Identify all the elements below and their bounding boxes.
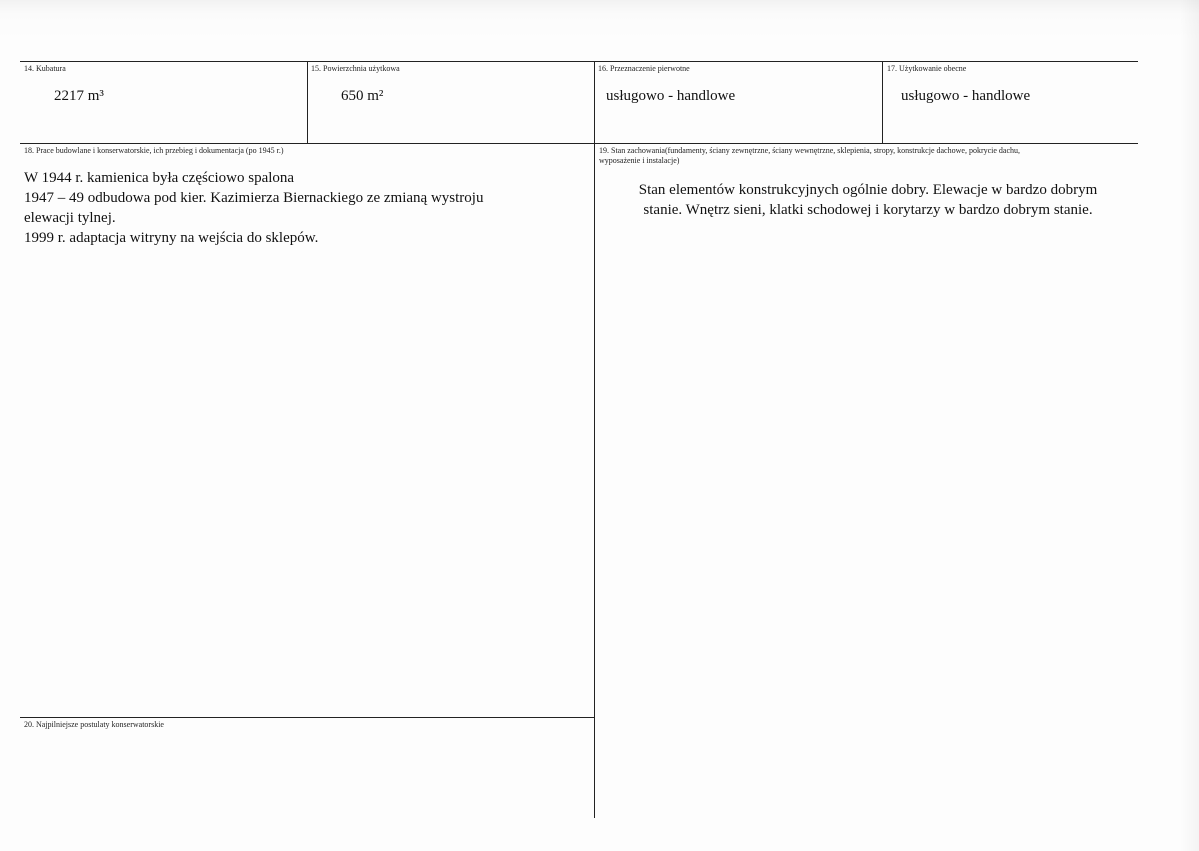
- kubatura-value: 2217 m³: [54, 88, 104, 104]
- prace-label: 18. Prace budowlane i konserwatorskie, ich przebieg i dokumentacja (po 1945 r.): [24, 146, 284, 155]
- row-divider-1: [20, 143, 1138, 144]
- prace-line: 1999 r. adaptacja witryny na wejścia do sklepów.: [24, 230, 319, 246]
- kubatura-label: 14. Kubatura: [24, 64, 66, 73]
- uzytkowanie-value: usługowo - handlowe: [901, 88, 1031, 104]
- scan-edge: [1180, 0, 1199, 851]
- col-divider-3: [882, 61, 883, 143]
- postulaty-label: 20. Najpilniejsze postulaty konserwatorskie: [24, 720, 164, 729]
- uzytkowanie-label: 17. Użytkowanie obecne: [887, 64, 967, 73]
- przeznaczenie-value: usługowo - handlowe: [606, 88, 736, 104]
- powierzchnia-label: 15. Powierzchnia użytkowa: [311, 64, 400, 73]
- przeznaczenie-label: 16. Przeznaczenie pierwotne: [598, 64, 690, 73]
- col-divider-center: [594, 61, 595, 818]
- stan-text: [598, 180, 1138, 220]
- top-border: [20, 61, 1138, 62]
- prace-line: 1947 – 49 odbudowa pod kier. Kazimierza Biernackiego ze zmianą wystroju: [24, 190, 484, 206]
- stan-line: stanie. Wnętrz sieni, klatki schodowej i korytarzy w bardzo dobrym stanie.: [643, 202, 1093, 218]
- powierzchnia-value: 650 m²: [341, 88, 384, 104]
- prace-line: elewacji tylnej.: [24, 210, 116, 226]
- prace-line: W 1944 r. kamienica była częściowo spalona: [24, 170, 295, 186]
- row-divider-postulaty: [20, 717, 594, 718]
- col-divider-1: [307, 61, 308, 143]
- stan-line: Stan elementów konstrukcyjnych ogólnie dobry. Elewacje w bardzo dobrym: [638, 182, 1098, 198]
- stan-label-line-2: wyposażenie i instalacje): [599, 156, 680, 165]
- stan-label-line-1: 19. Stan zachowania(fundamenty, ściany zewnętrzne, ściany wewnętrzne, sklepienia, stropy, konstrukcje dachowe, pokrycie dachu,: [599, 146, 1021, 155]
- prace-text: [24, 168, 584, 248]
